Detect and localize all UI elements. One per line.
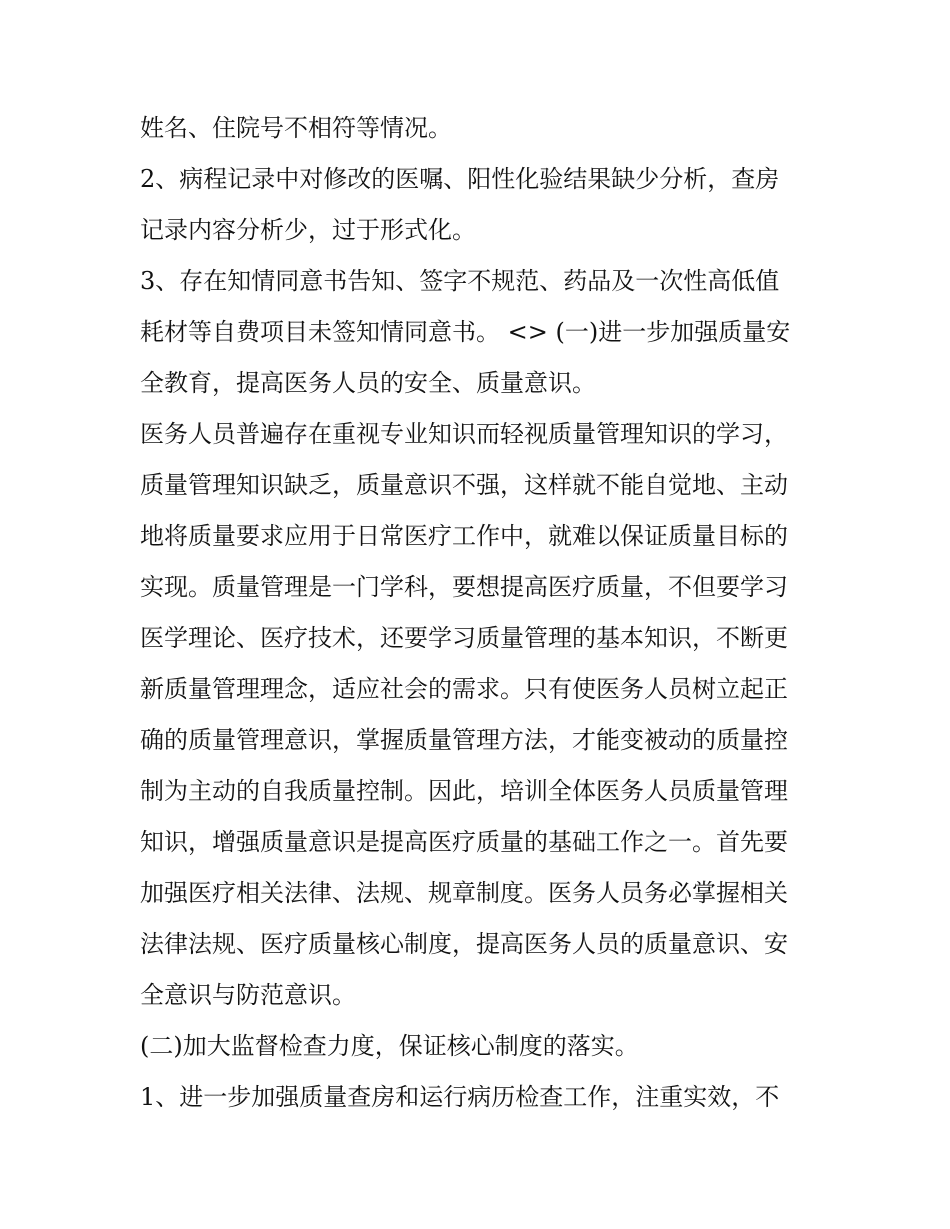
text-line: 确的质量管理意识，掌握质量管理方法，才能变被动的质量控 [140, 726, 788, 754]
text-line: 记录内容分析少，过于形式化。 [140, 216, 476, 244]
document-body [140, 103, 820, 1123]
text-line: 加强医疗相关法律、法规、规章制度。医务人员务必掌握相关 [140, 879, 788, 907]
text-line: 制为主动的自我质量控制。因此，培训全体医务人员质量管理 [140, 777, 788, 805]
text-line: 质量管理知识缺乏，质量意识不强，这样就不能自觉地、主动 [140, 471, 788, 499]
text-line: 新质量管理理念，适应社会的需求。只有使医务人员树立起正 [140, 675, 788, 703]
text-line: 地将质量要求应用于日常医疗工作中，就难以保证质量目标的 [140, 522, 788, 550]
text-line: 医学理论、医疗技术，还要学习质量管理的基本知识，不断更 [140, 624, 788, 652]
text-line: 全教育，提高医务人员的安全、质量意识。 [140, 369, 596, 397]
text-line: 姓名、住院号不相符等情况。 [140, 114, 452, 142]
text-line: 2、病程记录中对修改的医嘱、阳性化验结果缺少分析，查房 [140, 165, 780, 193]
text-line: 实现。质量管理是一门学科，要想提高医疗质量，不但要学习 [140, 573, 788, 601]
text-line: 3、存在知情同意书告知、签字不规范、药品及一次性高低值 [140, 267, 780, 295]
text-line: 法律法规、医疗质量核心制度，提高医务人员的质量意识、安 [140, 930, 788, 958]
text-line: 耗材等自费项目未签知情同意书。 <> (一)进一步加强质量安 [140, 318, 791, 346]
text-line: 全意识与防范意识。 [140, 981, 356, 1009]
text-line: (二)加大监督检查力度，保证核心制度的落实。 [140, 1032, 639, 1060]
text-line: 医务人员普遍存在重视专业知识而轻视质量管理知识的学习， [140, 420, 788, 448]
text-line: 1、进一步加强质量查房和运行病历检查工作，注重实效，不 [140, 1083, 780, 1111]
text-line: 知识，增强质量意识是提高医疗质量的基础工作之一。首先要 [140, 828, 788, 856]
